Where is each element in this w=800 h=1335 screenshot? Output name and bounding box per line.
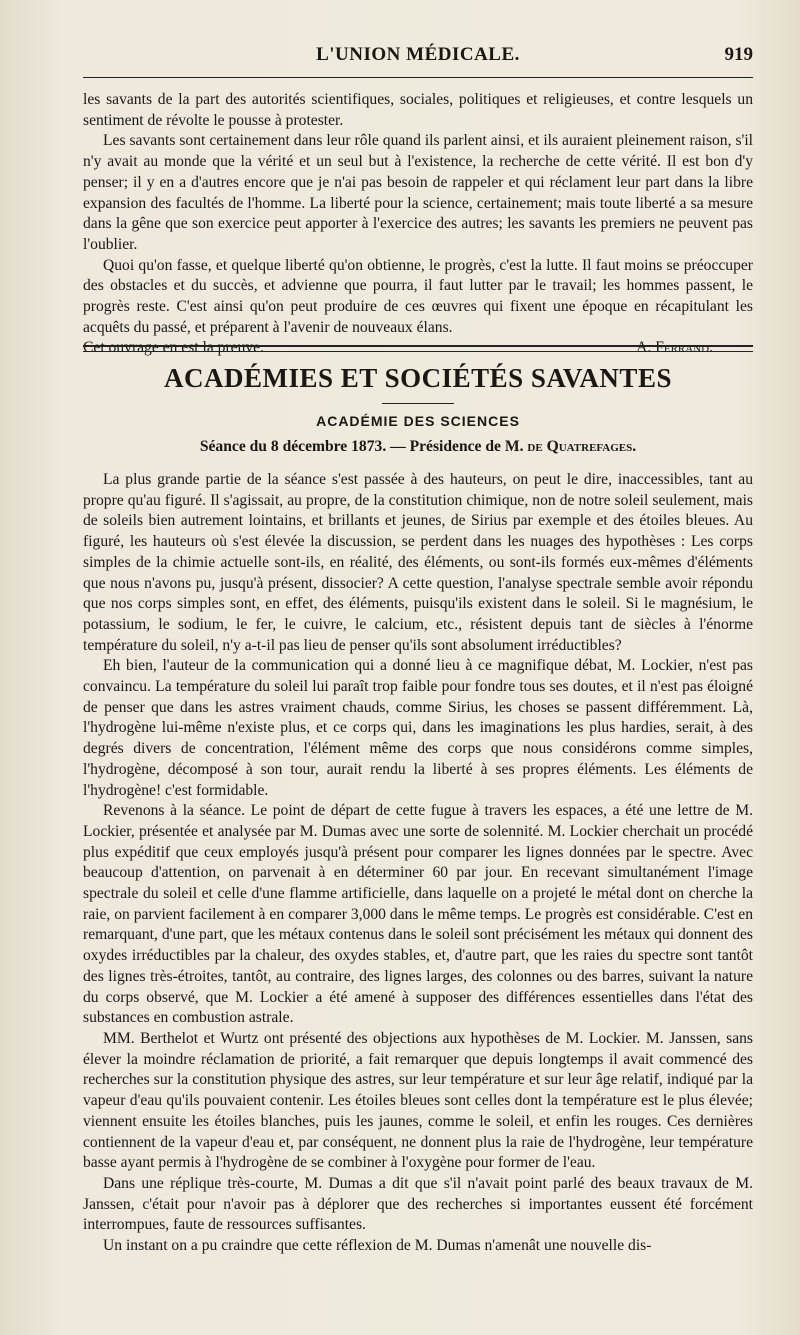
body-paragraph-5: Dans une réplique très-courte, M. Dumas a dit que s'il n'avait point parlé des beaux travaux de M. Janssen, c'était pour n'avoir pas à déplorer que des recherches si importantes eussent été forcément interrompues, faute de ressources suffisantes. bbox=[83, 1174, 753, 1234]
body-paragraph-2: Eh bien, l'auteur de la communication qui a donné lieu à ce magnifique débat, M. Lockier, n'est pas convaincu. La température du soleil lui paraît trop faible pour fondre tous ses doutes, et il n'est pas éloigné de penser que dans les astres vraiment chauds, comme Sirius, les choses se passent différemment. Là, l'hydrogène lui-même n'existe plus, et ce corps qui, dans les imaginations les plus hardies, serait, à des degrés divers de concentration, l'élément même des corps que nous considérons comme simples, l'hydrogène, décomposé à son tour, aurait rendu la liberté à ses propres éléments. Les éléments de l'hydrogène! c'est formidable. bbox=[83, 657, 753, 799]
seance-date: Séance du 8 décembre 1873. — Présidence de M. bbox=[199, 438, 524, 455]
page-header bbox=[83, 44, 753, 74]
body-paragraph-1: La plus grande partie de la séance s'est passée à des hauteurs, on peut le dire, inaccessibles, tant au propre qu'au figuré. Il s'agissait, au propre, de la constitution chimique, non de notre soleil seulement, mais de soleils bien autrement lointains, et brillants et jeunes, de Sirius par exemple et des étoiles bleues. Au figuré, les hauteurs où s'est élevée la discussion, se perdent dans les nuages des hypothèses : Les corps simples de la chimie actuelle sont-ils, en réalité, des éléments, ou sont-ils formés eux-mêmes d'éléments que nous n'avons pu, jusqu'à présent, dissocier? A cette question, l'analyse spectrale semble avoir répondu que nos corps simples sont, en effet, des éléments, puisqu'ils existent dans le soleil. Si le magnésium, le potassium, le sodium, le fer, le cuivre, le calcium, etc., résistent depuis tant de siècles à l'énorme température du soleil, n'y a-t-il pas lieu de penser qu'ils sont absolument irréductibles? bbox=[83, 471, 753, 654]
section-separator bbox=[83, 345, 753, 352]
article-body bbox=[83, 470, 753, 1257]
section-title: ACADÉMIES ET SOCIÉTÉS SAVANTES bbox=[164, 363, 672, 393]
author-signature: A. Ferrand. bbox=[636, 339, 713, 357]
seance-line bbox=[83, 438, 753, 456]
page-number: 919 bbox=[724, 44, 753, 65]
intro-paragraph-3: Quoi qu'on fasse, et quelque liberté qu'on obtienne, le progrès, c'est la lutte. Il faut moins se préoccuper des obstacles et du succès, et advienne que pourra, il faut lutter par le travail; les hommes passent, le progrès reste. C'est ainsi qu'on peut produire de ces œuvres qui fixent une époque en récapitulant les acquêts du passé, et préparent à l'avenir de nouveaux élans. bbox=[83, 256, 753, 336]
intro-text bbox=[83, 90, 753, 359]
intro-paragraph-1: les savants de la part des autorités scientifiques, sociales, politiques et religieuses, et contre lesquels un sentiment de révolte le pousse à protester. bbox=[83, 91, 753, 129]
title-short-rule bbox=[382, 403, 454, 404]
body-paragraph-6: Un instant on a pu craindre que cette réflexion de M. Dumas n'amenât une nouvelle dis- bbox=[103, 1237, 652, 1255]
running-title: L'UNION MÉDICALE. bbox=[316, 44, 520, 65]
subsection-title: ACADÉMIE DES SCIENCES bbox=[316, 413, 520, 429]
header-rule bbox=[83, 77, 753, 78]
seance-president: de Quatrefages. bbox=[527, 438, 637, 455]
intro-paragraph-2: Les savants sont certainement dans leur rôle quand ils parlent ainsi, et ils auraient pleinement raison, s'il n'y avait au monde que la vérité et un seul but à l'existence, la recherche de cette vérité. Il est bon d'y penser; il y en a d'autres encore que je n'ai pas besoin de rappeler et qui réclament leur part dans la libre expansion des facultés de l'homme. La liberté pour la science, certainement; mais toute liberté a sa mesure dans la gêne que son exercice peut apporter à l'exercice des autres; les savants les premiers ne peuvent pas l'oublier. bbox=[83, 132, 753, 253]
body-paragraph-4: MM. Berthelot et Wurtz ont présenté des objections aux hypothèses de M. Lockier. M. Janssen, sans élever la moindre réclamation de priorité, a fait remarquer que depuis longtemps il avait commencé des recherches sur la constitution physique des astres, sur leur température et sur leur âge relatif, indiqué par la vapeur d'eau qu'ils pouvaient contenir. Les étoiles bleues sont celles dont la température est le plus élevée; viennent ensuite les étoiles blanches, puis les jaunes, comme le soleil, et enfin les rouges. Ces dernières contiennent de la vapeur d'eau et, par conséquent, ne donnent plus la raie de l'hydrogène, leur température basse ayant permis à l'hydrogène de se combiner à l'oxygène pour former de l'eau. bbox=[83, 1029, 753, 1172]
body-paragraph-3: Revenons à la séance. Le point de départ de cette fugue à travers les espaces, a été une lettre de M. Lockier, présentée et analysée par M. Dumas avec une sorte de solennité. M. Lockier cherchait un procédé plus expéditif que ceux employés jusqu'à présent pour comparer les lignes données par le spectre. Avec beaucoup d'attention, on parvenait à en déterminer 60 par jour. En recevant simultanément l'image spectrale du soleil et celle d'une flamme artificielle, dans laquelle on a projeté le métal dont on cherche la raie, on parvient facilement à en comparer 3,000 dans le même temps. Le progrès est considérable. C'est en remarquant, d'une part, que les métaux contenus dans le soleil sont précisément les métaux qui donnent des oxydes irréductibles par la chaleur, des oxydes stables, et, d'autre part, que les raies du spectre sont tantôt des lignes très-étroites, tantôt, au contraire, des lignes larges, des colonnes ou des barres, suivant la nature du corps observé, que M. Lockier a été amené à supposer des différences essentielles dans l'état des substances en combustion astrale. bbox=[83, 802, 753, 1027]
closing-sentence: Cet ouvrage en est la preuve. bbox=[83, 339, 264, 357]
